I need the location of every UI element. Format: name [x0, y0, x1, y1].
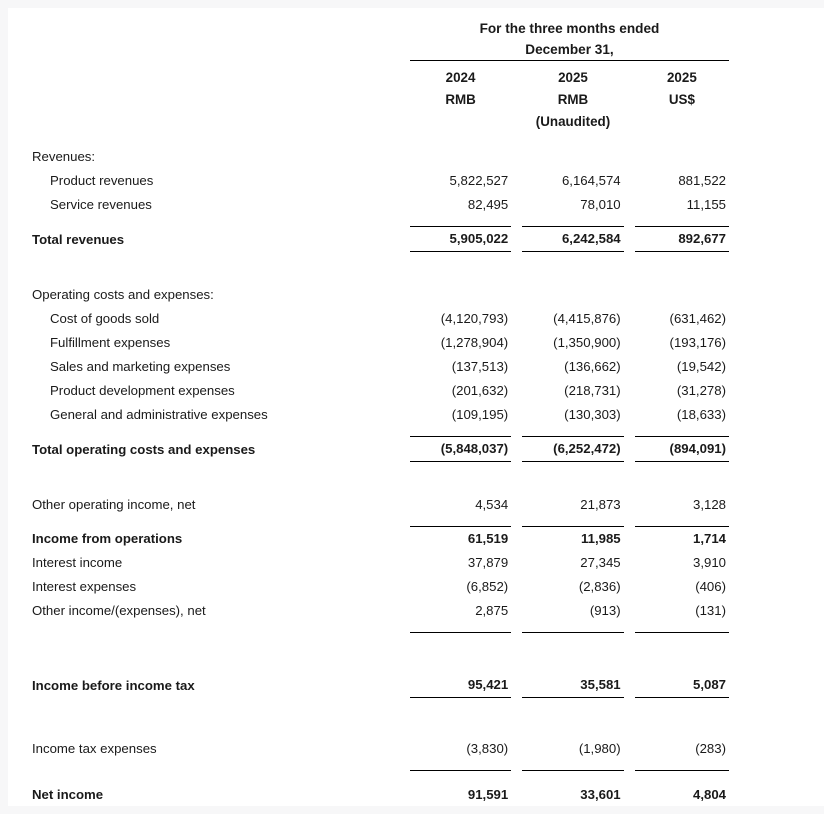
value-sales-marketing-2025-usd: (19,542)	[676, 359, 726, 374]
value-fulfillment-2024-rmb: (1,278,904)	[440, 335, 509, 350]
header-currency-row	[24, 89, 729, 111]
value-income-before-tax-2025-rmb: 35,581	[580, 677, 621, 692]
header-year-label-blank	[24, 62, 410, 89]
header-year-row	[24, 62, 729, 89]
label-other-operating-income: Other operating income, net	[32, 497, 196, 512]
value-service-revenues-2025-usd: 11,155	[686, 197, 726, 212]
value-net-income-2024-rmb: 91,591	[467, 787, 509, 802]
value-product-dev-2024-rmb: (201,632)	[451, 383, 509, 398]
label-general-and-administrative-expenses: General and administrative expenses	[50, 407, 268, 422]
row-other-operating-income	[24, 493, 729, 517]
header-year-col2: 2025	[558, 70, 588, 85]
header-note-label-blank	[24, 111, 410, 133]
rule-above-net-income	[24, 761, 729, 771]
value-cogs-2025-usd: (631,462)	[669, 311, 726, 326]
gap-5	[511, 111, 522, 133]
rule-above-income-from-operations	[24, 517, 729, 527]
gap-1	[511, 62, 522, 89]
label-product-development-expenses: Product development expenses	[50, 383, 235, 398]
label-income-tax-expenses: Income tax expenses	[32, 741, 157, 756]
label-product-revenues: Product revenues	[50, 173, 154, 188]
gap-4	[624, 89, 635, 111]
row-income-from-operations	[24, 527, 729, 552]
value-income-tax-2025-rmb: (1,980)	[578, 741, 621, 756]
header-period-line2: December 31,	[525, 42, 614, 57]
rule-total-revenues-col2	[522, 217, 623, 227]
header-currency-label-blank	[24, 89, 410, 111]
rule-income-ops-col3	[635, 517, 729, 527]
statement-page	[8, 8, 824, 806]
spacer-before-net-income	[24, 771, 729, 784]
label-income-from-operations: Income from operations	[32, 531, 183, 546]
value-product-dev-2025-rmb: (218,731)	[564, 383, 621, 398]
rule-income-ops-col2	[522, 517, 623, 527]
header-note-col2: (Unaudited)	[535, 114, 611, 129]
label-cost-of-goods-sold: Cost of goods sold	[50, 311, 160, 326]
value-fulfillment-2025-rmb: (1,350,900)	[553, 335, 621, 350]
label-revenues-heading: Revenues:	[32, 149, 96, 164]
rule-income-before-tax-col2	[522, 698, 623, 708]
row-sales-and-marketing-expenses	[24, 355, 729, 379]
header-note-col3	[635, 111, 729, 133]
label-net-income: Net income	[32, 787, 104, 802]
label-sales-and-marketing-expenses: Sales and marketing expenses	[50, 359, 231, 374]
value-interest-income-2024-rmb: 37,879	[467, 555, 509, 570]
row-product-revenues	[24, 169, 729, 193]
rule-below-total-operating-costs	[24, 462, 729, 472]
value-income-tax-2025-usd: (283)	[695, 741, 726, 756]
label-total-operating-costs: Total operating costs and expenses	[32, 441, 256, 457]
row-operating-costs-heading	[24, 283, 729, 307]
spacer-before-income-before-tax	[24, 633, 729, 674]
value-interest-expenses-2025-usd: (406)	[695, 579, 726, 594]
header-currency-col2: RMB	[557, 92, 589, 107]
value-product-dev-2025-usd: (31,278)	[676, 383, 726, 398]
rule-above-total-revenues	[24, 217, 729, 227]
rule-total-revenues-col3	[635, 217, 729, 227]
value-g-and-a-2025-usd: (18,633)	[676, 407, 726, 422]
value-interest-income-2025-usd: 3,910	[692, 555, 726, 570]
rule-income-ops-col1	[410, 517, 511, 527]
row-fulfillment-expenses	[24, 331, 729, 355]
rule-below-total-opex-col3	[635, 462, 729, 472]
row-other-income-expenses	[24, 599, 729, 623]
row-net-income	[24, 783, 729, 806]
value-fulfillment-2025-usd: (193,176)	[669, 335, 726, 350]
value-total-revenues-2025-usd: 892,677	[678, 231, 726, 246]
row-revenues-heading	[24, 145, 729, 169]
value-income-before-tax-2025-usd: 5,087	[692, 677, 726, 692]
value-total-opex-2024-rmb: (5,848,037)	[440, 441, 509, 456]
rule-below-total-revenues-col1	[410, 252, 511, 262]
value-income-tax-2024-rmb: (3,830)	[466, 741, 509, 756]
value-g-and-a-2024-rmb: (109,195)	[451, 407, 509, 422]
header-note-col1	[410, 111, 511, 133]
row-income-tax-expenses	[24, 737, 729, 761]
value-income-before-tax-2024-rmb: 95,421	[467, 677, 509, 692]
value-service-revenues-2025-rmb: 78,010	[580, 197, 621, 212]
label-operating-costs-heading: Operating costs and expenses:	[32, 287, 214, 302]
value-product-revenues-2025-rmb: 6,164,574	[561, 173, 621, 188]
row-product-development-expenses	[24, 379, 729, 403]
rule-income-before-tax-col1	[410, 698, 511, 708]
value-income-ops-2025-rmb: 11,985	[581, 531, 621, 546]
spacer-before-income-tax-expenses	[24, 707, 729, 737]
value-interest-expenses-2024-rmb: (6,852)	[466, 579, 509, 594]
header-period-title	[410, 8, 729, 61]
value-cogs-2024-rmb: (4,120,793)	[440, 311, 509, 326]
value-g-and-a-2025-rmb: (130,303)	[564, 407, 621, 422]
rule-below-income-before-tax	[24, 698, 729, 708]
header-title-row	[24, 8, 729, 61]
row-total-operating-costs	[24, 437, 729, 462]
value-income-ops-2024-rmb: 61,519	[467, 531, 509, 546]
row-income-before-income-tax	[24, 673, 729, 698]
rule-net-income-col1	[410, 761, 511, 771]
rule-below-total-revenues-col2	[522, 252, 623, 262]
value-product-revenues-2024-rmb: 5,822,527	[449, 173, 509, 188]
value-other-op-income-2025-usd: 3,128	[692, 497, 726, 512]
rule-total-opex-col3	[635, 427, 729, 437]
spacer-after-header	[24, 133, 729, 145]
value-other-op-income-2025-rmb: 21,873	[580, 497, 621, 512]
value-other-income-2024-rmb: 2,875	[475, 603, 509, 618]
label-total-revenues: Total revenues	[32, 231, 125, 247]
header-currency-col3: US$	[668, 92, 695, 107]
value-income-ops-2025-usd: 1,714	[692, 531, 726, 546]
value-other-income-2025-usd: (131)	[695, 603, 726, 618]
rule-above-total-operating-costs	[24, 427, 729, 437]
rule-other-income-col3	[635, 623, 729, 633]
label-fulfillment-expenses: Fulfillment expenses	[50, 335, 171, 350]
gap-6	[624, 111, 635, 133]
rule-below-total-revenues-col3	[635, 252, 729, 262]
header-currency-col1: RMB	[445, 92, 476, 107]
header-year-col1: 2024	[445, 70, 476, 85]
value-other-income-2025-rmb: (913)	[589, 603, 621, 618]
rule-below-total-opex-col2	[522, 462, 623, 472]
header-spacer	[24, 8, 410, 61]
row-interest-income	[24, 551, 729, 575]
rule-below-other-income	[24, 623, 729, 633]
value-interest-expenses-2025-rmb: (2,836)	[578, 579, 621, 594]
income-statement-table	[24, 8, 729, 806]
value-total-revenues-2024-rmb: 5,905,022	[449, 231, 509, 246]
rule-total-revenues-col1	[410, 217, 511, 227]
value-sales-marketing-2024-rmb: (137,513)	[451, 359, 509, 374]
header-year-col3: 2025	[666, 70, 697, 85]
rule-other-income-col1	[410, 623, 511, 633]
label-service-revenues: Service revenues	[50, 197, 152, 212]
gap-2	[624, 62, 635, 89]
row-interest-expenses	[24, 575, 729, 599]
rule-total-opex-col1	[410, 427, 511, 437]
label-income-before-income-tax: Income before income tax	[32, 677, 195, 693]
row-total-revenues	[24, 227, 729, 252]
value-product-revenues-2025-usd: 881,522	[678, 173, 726, 188]
label-interest-expenses: Interest expenses	[32, 579, 137, 594]
row-general-and-administrative-expenses	[24, 403, 729, 427]
value-sales-marketing-2025-rmb: (136,662)	[564, 359, 621, 374]
rule-below-total-revenues	[24, 252, 729, 262]
label-interest-income: Interest income	[32, 555, 123, 570]
value-net-income-2025-rmb: 33,601	[580, 787, 621, 802]
value-net-income-2025-usd: 4,804	[692, 787, 726, 802]
value-total-opex-2025-usd: (894,091)	[669, 441, 726, 456]
rule-other-income-col2	[522, 623, 623, 633]
row-service-revenues	[24, 193, 729, 217]
value-total-opex-2025-rmb: (6,252,472)	[553, 441, 621, 456]
value-total-revenues-2025-rmb: 6,242,584	[561, 231, 621, 246]
row-cost-of-goods-sold	[24, 307, 729, 331]
value-service-revenues-2024-rmb: 82,495	[467, 197, 509, 212]
value-interest-income-2025-rmb: 27,345	[580, 555, 621, 570]
value-other-op-income-2024-rmb: 4,534	[475, 497, 509, 512]
rule-total-opex-col2	[522, 427, 623, 437]
gap-3	[511, 89, 522, 111]
header-period-line1: For the three months ended	[479, 21, 660, 36]
header-note-row	[24, 111, 729, 133]
rule-below-total-opex-col1	[410, 462, 511, 472]
value-cogs-2025-rmb: (4,415,876)	[553, 311, 621, 326]
rule-net-income-col3	[635, 761, 729, 771]
rule-net-income-col2	[522, 761, 623, 771]
spacer-before-operating-costs	[24, 261, 729, 283]
rule-income-before-tax-col3	[635, 698, 729, 708]
spacer-before-other-operating-income	[24, 471, 729, 493]
label-other-income-expenses: Other income/(expenses), net	[32, 603, 206, 618]
